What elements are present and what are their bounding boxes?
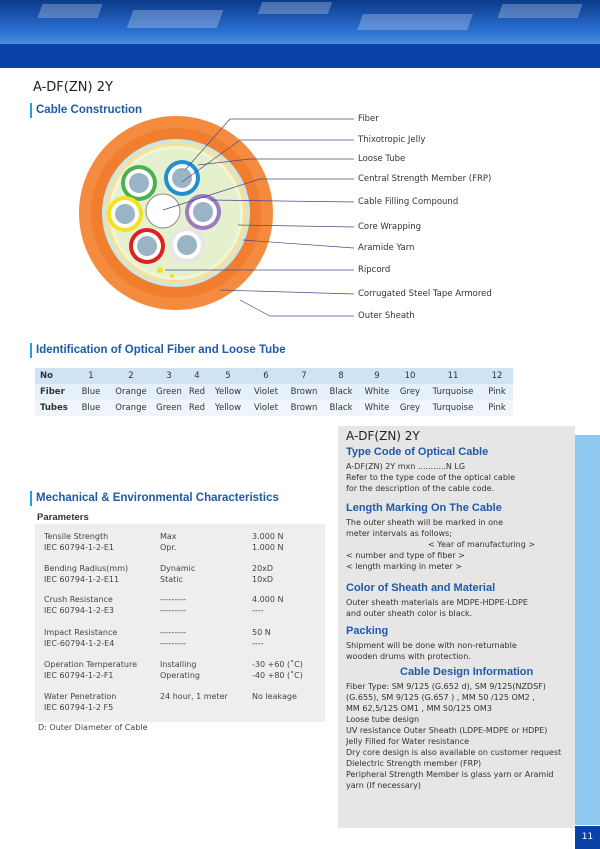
identification-heading: Identification of Optical Fiber and Loose Tube	[36, 344, 286, 356]
color-identification-table	[35, 368, 513, 416]
panel-title: A-DF(ZN) 2Y	[346, 429, 420, 443]
label-ripcord: Ripcord	[358, 265, 391, 275]
page-title: A-DF(ZN) 2Y	[33, 80, 113, 95]
table-row: Crush Resistance IEC 60794-1-2-E3	[44, 595, 114, 615]
label-aramide-yarn: Aramide Yarn	[358, 243, 415, 253]
label-corrugated-steel-tape: Corrugated Steel Tape Armored	[358, 289, 492, 299]
section-marker	[30, 491, 32, 506]
side-strip	[575, 435, 600, 825]
footnote: D: Outer Diameter of Cable	[38, 723, 148, 732]
cable-construction-heading: Cable Construction	[36, 104, 143, 116]
length-marking-heading: Length Marking On The Cable	[346, 502, 502, 514]
label-loose-tube: Loose Tube	[358, 154, 406, 164]
type-code-heading: Type Code of Optical Cable	[346, 446, 489, 458]
color-sheath-heading: Color of Sheath and Material	[346, 582, 496, 594]
label-central-strength-member: Central Strength Member (FRP)	[358, 174, 492, 184]
table-row: Operation Temperature IEC 60794-1-2-F1	[44, 660, 138, 680]
page-number: 11	[575, 826, 600, 849]
mechanical-table: Tensile Strength IEC 60794-1-2-E1 Max Opr. 3.000 N 1.000 N Bending Radius(mm) IEC 60794-1-2-E11 Dynamic Static 20xD 10xD Crush Resistance IEC 60794-1-2-E3 --------- --------- 4.000 N ---- Impact Resistance IEC-60794-1-2-E4 --------- --------- 50 N ---- Operation Temperature IEC 60794-1-2-F1 Installing Operating -30 +60 (˚C) -40 +80 (˚C) Water Penetration IEC 60794-1-2 F5 24 hour, 1 meter No leakage	[35, 524, 325, 722]
label-core-wrapping: Core Wrapping	[358, 222, 422, 232]
parameters-label: Parameters	[37, 512, 89, 523]
table-row: Tubes Blue Orange Green Red Yellow Violet Brown Black White Grey Turquoise Pink	[35, 400, 513, 416]
label-cable-filling-compound: Cable Filling Compound	[358, 197, 459, 207]
table-row: No 1 2 3 4 5 6 7 8 9 10 11 12	[35, 368, 513, 384]
table-row: Tensile Strength IEC 60794-1-2-E1	[44, 532, 114, 552]
section-marker	[30, 343, 32, 358]
cable-cross-section	[0, 0, 600, 340]
packing-heading: Packing	[346, 625, 389, 637]
design-heading: Cable Design Information	[400, 666, 534, 678]
table-row: Water Penetration IEC 60794-1-2 F5	[44, 692, 117, 712]
table-row: Fiber Blue Orange Green Red Yellow Violet Brown Black White Grey Turquoise Pink	[35, 384, 513, 400]
mechanical-heading: Mechanical & Environmental Characteristics	[36, 492, 279, 504]
info-panel: A-DF(ZN) 2Y Type Code of Optical Cable A-DF(ZN) 2Y mxn ...........N LG Refer to the type code of the optical cable for the description of the cable code. Length Marking On The Cable The outer sheath will be marked in one meter intervals as follows; < Year of manufacturing > < number and type of fiber > < length marking in meter > Color of Sheath and Material Outer sheath materials are MDPE-HDPE-LDPE and outer sheath color is black. Packing Shipment will be done with non-returnable wooden drums with protection. Cable Design Information Fiber Type: SM 9/125 (G.652 d), SM 9/125(NZDSF) (G.655), SM 9/125 (G.657 ) , MM 50 /125 OM2 , MM 62,5/125 OM1 , MM 50/125 OM3 Loose tube design UV resistance Outer Sheath (LDPE-MDPE or HDPE) Jelly Filled for Water resistance Dry core design is also available on customer request Dielectric Strength member (FRP) Peripheral Strength Member is glass yarn or Aramid yarn (If necessary)	[338, 426, 575, 828]
label-outer-sheath: Outer Sheath	[358, 311, 415, 321]
label-fiber: Fiber	[358, 114, 379, 124]
label-thixotropic-jelly: Thixotropic Jelly	[358, 135, 426, 145]
table-row: Impact Resistance IEC-60794-1-2-E4	[44, 628, 118, 648]
table-row: Bending Radius(mm) IEC 60794-1-2-E11	[44, 564, 129, 584]
